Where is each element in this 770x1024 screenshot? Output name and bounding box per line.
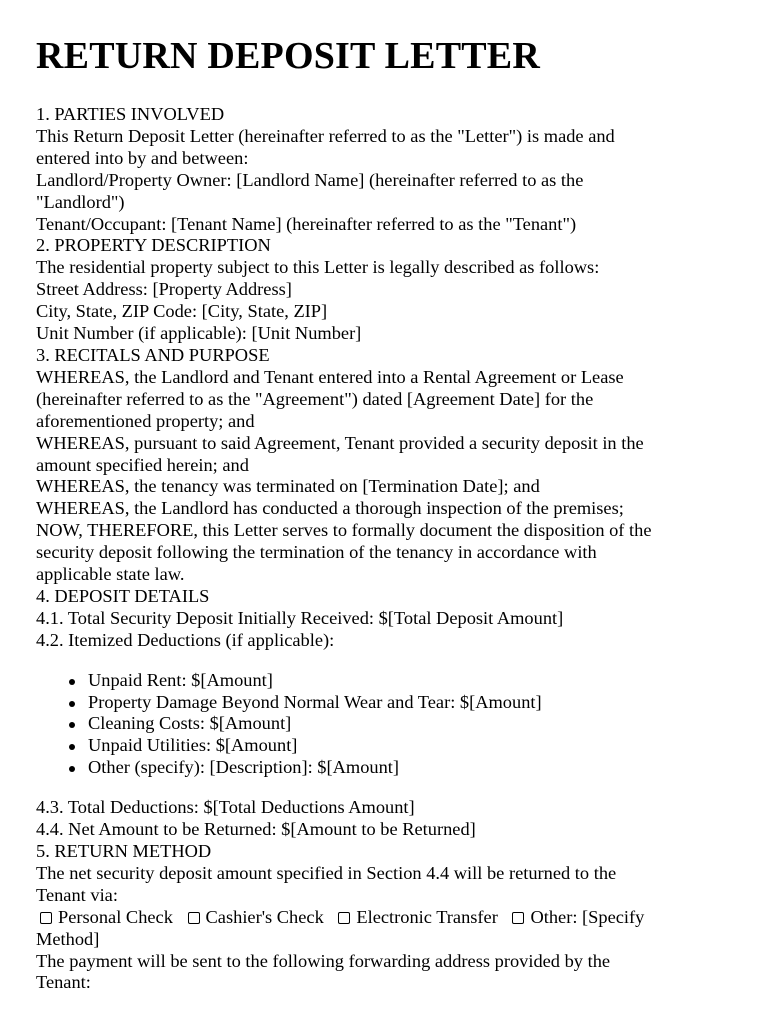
document-title: RETURN DEPOSIT LETTER	[36, 35, 540, 77]
personal-check-checkbox[interactable]	[40, 912, 52, 924]
list-item: Cleaning Costs: $[Amount]	[88, 713, 736, 735]
other-method-label: Other: [Specify	[530, 906, 645, 927]
return-method-options	[36, 907, 736, 929]
list-item: Unpaid Utilities: $[Amount]	[88, 735, 736, 757]
total-deductions: 4.3. Total Deductions: $[Total Deductions Amount]	[36, 797, 415, 818]
document-body	[36, 104, 736, 994]
electronic-transfer-checkbox[interactable]	[338, 912, 350, 924]
cashiers-check-label: Cashier's Check	[205, 906, 324, 927]
list-item: Unpaid Rent: $[Amount]	[88, 670, 736, 692]
now-therefore-line-1: NOW, THEREFORE, this Letter serves to formally document the disposition of the	[36, 520, 652, 541]
return-method-intro-line-1: The net security deposit amount specified in Section 4.4 will be returned to the	[36, 862, 617, 883]
document-page	[36, 30, 736, 994]
whereas-2-line-2: amount specified herein; and	[36, 454, 249, 475]
city-state-zip: City, State, ZIP Code: [City, State, ZIP]	[36, 301, 328, 322]
forwarding-address-line-2: Tenant:	[36, 972, 91, 993]
whereas-3: WHEREAS, the tenancy was terminated on [Termination Date]; and	[36, 476, 540, 497]
return-method-intro-line-2: Tenant via:	[36, 884, 118, 905]
deductions-list	[36, 670, 736, 780]
other-method-checkbox[interactable]	[512, 912, 524, 924]
list-item: Property Damage Beyond Normal Wear and Tear: $[Amount]	[88, 692, 736, 714]
section-heading-recitals: 3. RECITALS AND PURPOSE	[36, 344, 270, 365]
property-intro: The residential property subject to this Letter is legally described as follows:	[36, 257, 600, 278]
net-amount-returned: 4.4. Net Amount to be Returned: $[Amount to be Returned]	[36, 819, 476, 840]
section-heading-property: 2. PROPERTY DESCRIPTION	[36, 235, 271, 256]
whereas-2-line-1: WHEREAS, pursuant to said Agreement, Tenant provided a security deposit in the	[36, 432, 644, 453]
whereas-1-line-3: aforementioned property; and	[36, 410, 255, 431]
now-therefore-line-2: security deposit following the termination of the tenancy in accordance with	[36, 542, 597, 563]
forwarding-address-line-1: The payment will be sent to the following forwarding address provided by the	[36, 950, 611, 971]
landlord-line-2: "Landlord")	[36, 191, 125, 212]
other-method-continued: Method]	[36, 928, 100, 949]
now-therefore-line-3: applicable state law.	[36, 564, 185, 585]
parties-intro-line-1: This Return Deposit Letter (hereinafter referred to as the "Letter") is made and	[36, 125, 615, 146]
whereas-4: WHEREAS, the Landlord has conducted a thorough inspection of the premises;	[36, 498, 624, 519]
street-address: Street Address: [Property Address]	[36, 279, 292, 300]
unit-number: Unit Number (if applicable): [Unit Number]	[36, 323, 362, 344]
electronic-transfer-label: Electronic Transfer	[356, 906, 498, 927]
list-item: Other (specify): [Description]: $[Amount]	[88, 757, 736, 779]
section-heading-parties: 1. PARTIES INVOLVED	[36, 104, 225, 124]
landlord-line-1: Landlord/Property Owner: [Landlord Name] (hereinafter referred to as the	[36, 169, 584, 190]
cashiers-check-checkbox[interactable]	[188, 912, 200, 924]
tenant-line: Tenant/Occupant: [Tenant Name] (hereinafter referred to as the "Tenant")	[36, 213, 577, 234]
personal-check-label: Personal Check	[58, 906, 173, 927]
section-heading-return-method: 5. RETURN METHOD	[36, 841, 212, 861]
whereas-1-line-2: (hereinafter referred to as the "Agreement") dated [Agreement Date] for the	[36, 388, 594, 409]
whereas-1-line-1: WHEREAS, the Landlord and Tenant entered into a Rental Agreement or Lease	[36, 366, 624, 387]
itemized-deductions-heading: 4.2. Itemized Deductions (if applicable):	[36, 629, 335, 650]
total-deposit-received: 4.1. Total Security Deposit Initially Received: $[Total Deposit Amount]	[36, 607, 564, 628]
parties-intro-line-2: entered into by and between:	[36, 147, 249, 168]
section-heading-deposit: 4. DEPOSIT DETAILS	[36, 585, 210, 606]
